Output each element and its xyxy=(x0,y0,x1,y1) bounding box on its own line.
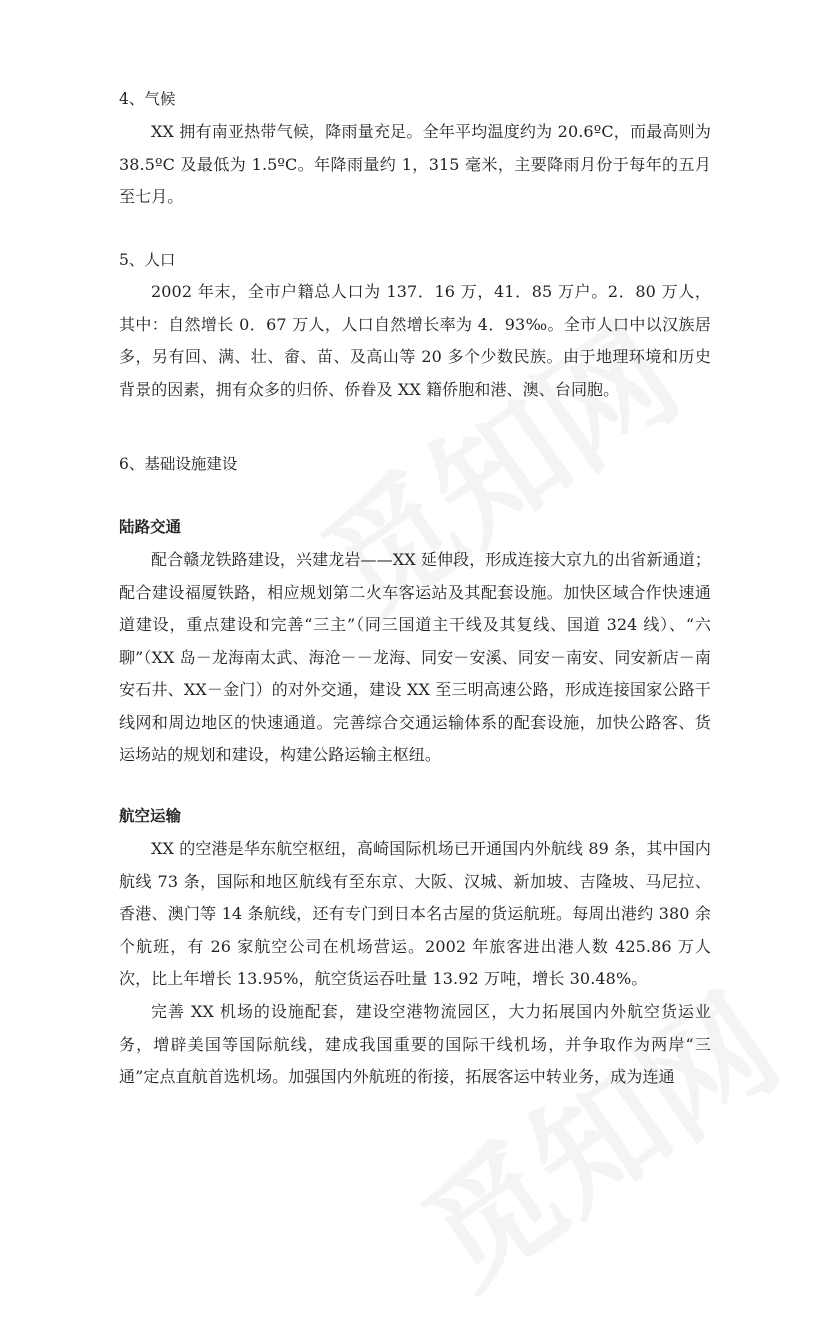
section-heading: 6、基础设施建设 xyxy=(119,455,238,473)
paragraph: 完善 XX 机场的设施配套，建设空港物流园区，大力拓展国内外航空货运业务，增辟美国等国际航线，建成我国重要的国际干线机场，并争取作为两岸“三通”定点直航首选机场。加强国内外航班的衔接，拓展客运中转业务，成为连通 xyxy=(119,1002,711,1086)
paragraph: XX 的空港是华东航空枢纽，高崎国际机场已开通国内外航线 89 条，其中国内航线 73 条，国际和地区航线有至东京、大阪、汉城、新加坡、吉隆坡、马尼拉、香港、澳门等 14 条航线，还有专门到日本名古屋的货运航班。每周出港约 380 余个航班，有 26 家航空公司在机场营运。2002 年旅客进出港人数 425.86 万人次，比上年增长 13.95%，航空货运吞吐量 13.92 万吨，增长 30.48%。 xyxy=(119,839,711,988)
section-climate-body xyxy=(119,116,711,214)
section-air-transport-body xyxy=(119,833,711,996)
section-climate xyxy=(119,88,711,110)
section-population xyxy=(119,249,711,271)
paragraph: 2002 年末，全市户籍总人口为 137．16 万，41．85 万户。2．80 万人，其中：自然增长 0．67 万人，人口自然增长率为 4．93‰。全市人口中以汉族居多，另有回、满、壮、畲、苗、及高山等 20 多个少数民族。由于地理环境和历史背景的因素，拥有众多的归侨、侨眷及 XX 籍侨胞和港、澳、台同胞。 xyxy=(119,282,711,399)
section-land-transport-body xyxy=(119,544,711,772)
section-population-body xyxy=(119,276,711,406)
paragraph: XX 拥有南亚热带气候，降雨量充足。全年平均温度约为 20.6ºC，而最高则为 38.5ºC 及最低为 1.5ºC。年降雨量约 1，315 毫米，主要降雨月份于每年的五月至七月。 xyxy=(119,122,711,206)
section-heading: 4、气候 xyxy=(119,90,176,108)
section-land-transport xyxy=(119,516,711,538)
section-air-transport-body-2 xyxy=(119,996,711,1094)
section-infrastructure xyxy=(119,453,711,475)
subsection-heading: 陆路交通 xyxy=(119,517,182,536)
paragraph: 配合赣龙铁路建设，兴建龙岩——XX 延伸段，形成连接大京九的出省新通道；配合建设福厦铁路，相应规划第二火车客运站及其配套设施。加快区域合作快速通道建设，重点建设和完善“三主”（同三国道主干线及其复线、国道 324 线）、“六聊”（XX 岛－龙海南太武、海沧－－龙海、同安－安溪、同安－南安、同安新店－南安石井、XX－金门）的对外交通，建设 XX 至三明高速公路，形成连接国家公路干线网和周边地区的快速通道。完善综合交通运输体系的配套设施，加快公路客、货运场站的规划和建设，构建公路运输主枢纽。 xyxy=(119,550,711,764)
section-heading: 5、人口 xyxy=(119,251,176,269)
section-air-transport xyxy=(119,805,711,827)
subsection-heading: 航空运输 xyxy=(119,806,182,825)
